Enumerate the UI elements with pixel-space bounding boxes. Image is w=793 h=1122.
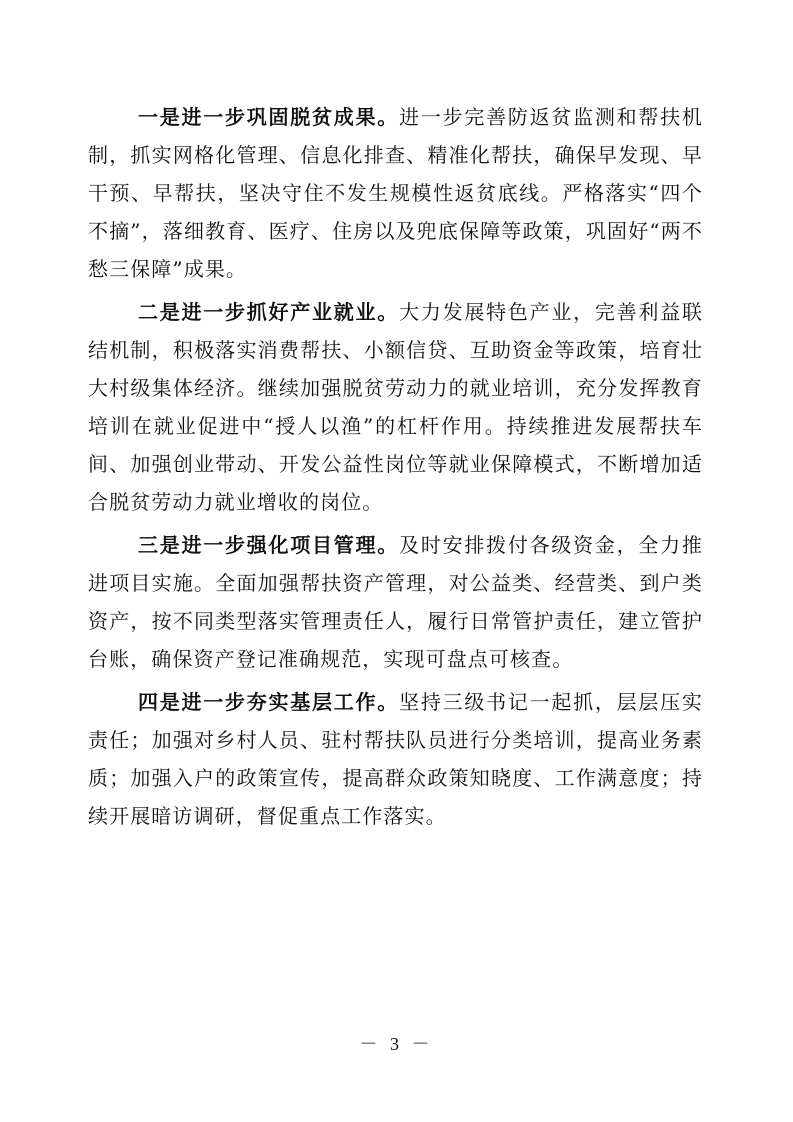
paragraph-text: 大力发展特色产业，完善利益联结机制，积极落实消费帮扶、小额信贷、互助资金等政策，培育壮大村级集体经济。继续加强脱贫劳动力的就业培训，充分发挥教育培训在就业促进中“授人以渔”的杠杆作用。持续推进发展帮扶车间、加强创业带动、开发公益性岗位等就业保障模式，不断增加适合脱贫劳动力就业增收的岗位。	[88, 300, 704, 514]
paragraph-industry-employment	[88, 293, 703, 521]
document-body	[88, 98, 703, 840]
paragraph-text: 坚持三级书记一起抓，层层压实责任；加强对乡村人员、驻村帮扶队员进行分类培训，提高业务素质；加强入户的政策宣传，提高群众政策知晓度、工作满意度；持续开展暗访调研，督促重点工作落实。	[88, 690, 704, 828]
page-number: － 3 －	[359, 1034, 434, 1054]
paragraph-heading: 二是进一步抓好产业就业。	[138, 300, 400, 324]
paragraph-heading: 四是进一步夯实基层工作。	[138, 690, 400, 714]
paragraph-project-management	[88, 526, 703, 678]
paragraph-consolidate-results	[88, 98, 703, 288]
paragraph-heading: 一是进一步巩固脱贫成果。	[138, 105, 400, 129]
paragraph-text: 进一步完善防返贫监测和帮扶机制，抓实网格化管理、信息化排查、精准化帮扶，确保早发现、早干预、早帮扶，坚决守住不发生规模性返贫底线。严格落实“四个不摘”，落细教育、医疗、住房以及兜底保障等政策，巩固好“两不愁三保障”成果。	[88, 105, 704, 281]
paragraph-text: 及时安排拨付各级资金，全力推进项目实施。全面加强帮扶资产管理，对公益类、经营类、到户类资产，按不同类型落实管理责任人，履行日常管护责任，建立管护台账，确保资产登记准确规范，实现可盘点可核查。	[88, 533, 704, 671]
paragraph-heading: 三是进一步强化项目管理。	[138, 533, 400, 557]
paragraph-grassroots-work	[88, 683, 703, 835]
